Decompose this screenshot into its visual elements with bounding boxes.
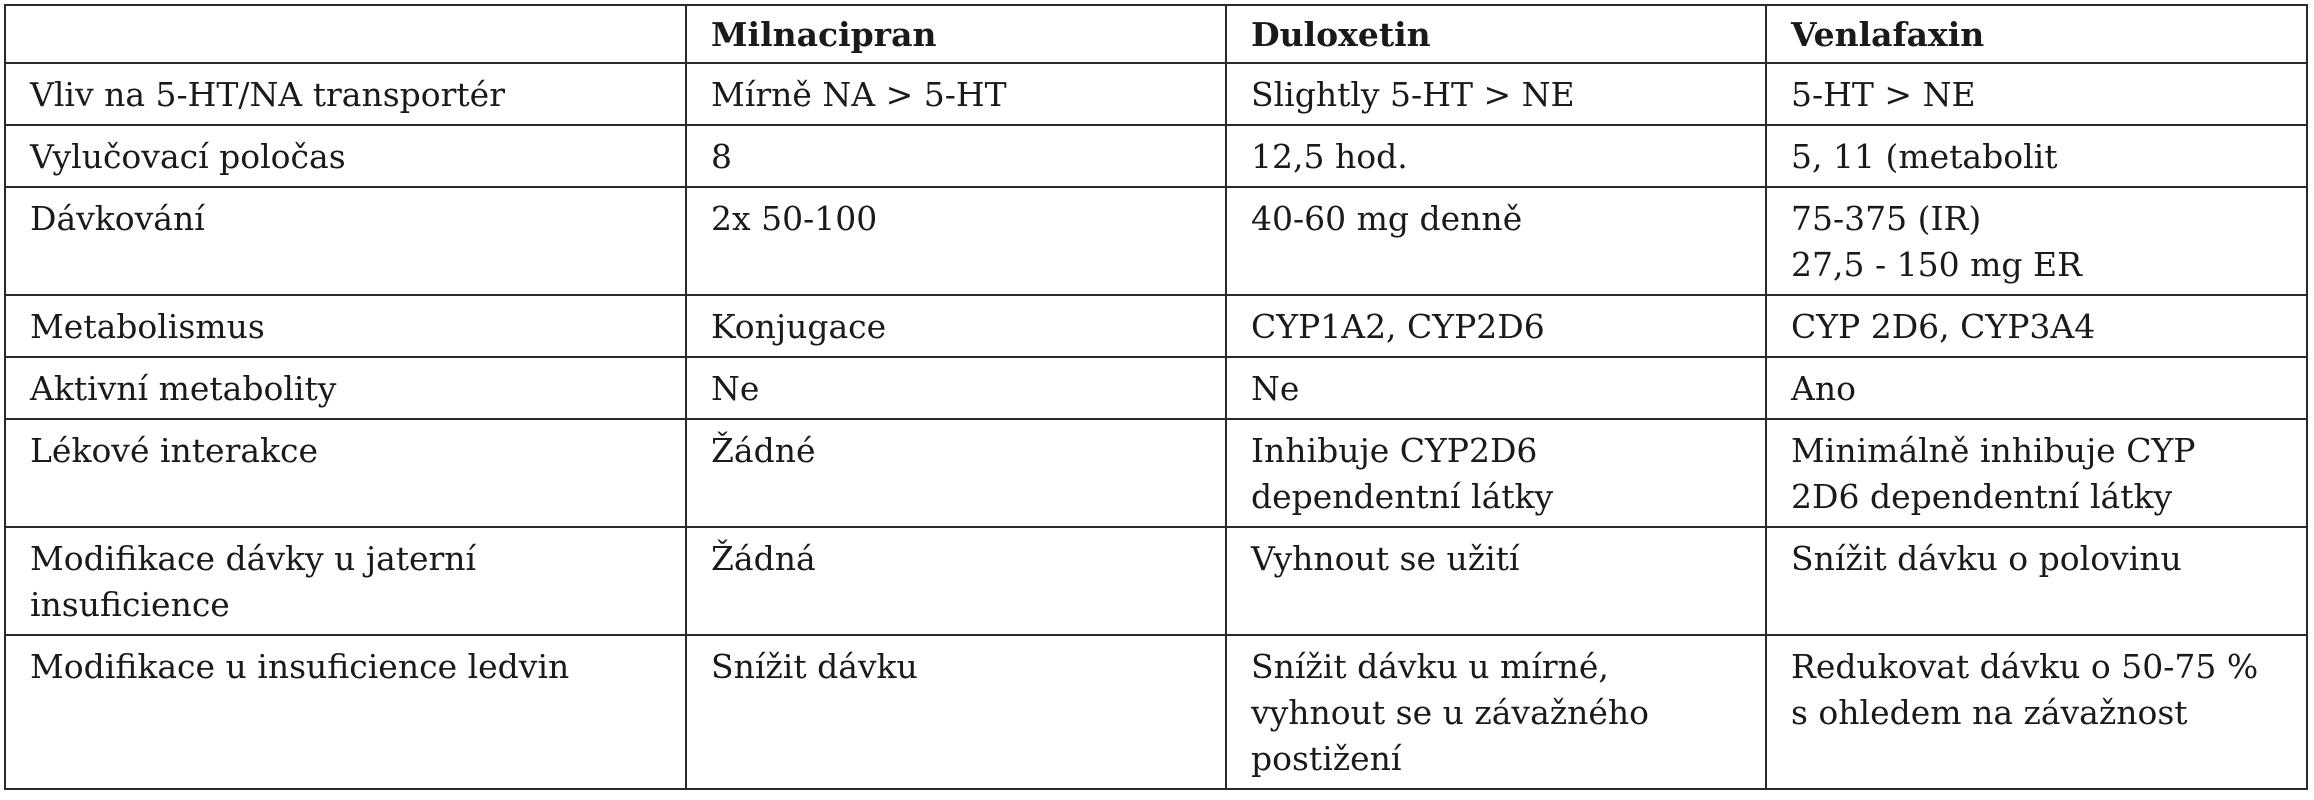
- table-cell: 5, 11 (metabolit: [1766, 125, 2307, 187]
- header-cell-empty: [5, 5, 686, 63]
- table-header-row: [5, 5, 2307, 63]
- table-row: [5, 187, 2307, 295]
- row-label-cell: Modifikace dávky u jaterní insuficience: [5, 527, 686, 635]
- row-label-cell: Vliv na 5-HT/NA transportér: [5, 63, 686, 125]
- table-cell: Ano: [1766, 357, 2307, 419]
- table-row: [5, 295, 2307, 357]
- table-cell: Žádné: [686, 419, 1226, 527]
- table-cell: Redukovat dávku o 50-75 % s ohledem na závažnost: [1766, 635, 2307, 789]
- table-row: [5, 527, 2307, 635]
- table-cell: Ne: [1226, 357, 1766, 419]
- table-row: [5, 125, 2307, 187]
- table-cell: 75-375 (IR) 27,5 - 150 mg ER: [1766, 187, 2307, 295]
- table-row: [5, 357, 2307, 419]
- table-cell: Inhibuje CYP2D6 dependentní látky: [1226, 419, 1766, 527]
- row-label-cell: Aktivní metabolity: [5, 357, 686, 419]
- row-label-cell: Lékové interakce: [5, 419, 686, 527]
- header-cell-venlafaxin: Venlafaxin: [1766, 5, 2307, 63]
- table-cell: Slightly 5-HT > NE: [1226, 63, 1766, 125]
- table-cell: Minimálně inhibuje CYP 2D6 dependentní látky: [1766, 419, 2307, 527]
- table-cell: Snížit dávku u mírné, vyhnout se u závažného postižení: [1226, 635, 1766, 789]
- table-cell: Snížit dávku: [686, 635, 1226, 789]
- header-cell-duloxetin: Duloxetin: [1226, 5, 1766, 63]
- row-label-cell: Vylučovací poločas: [5, 125, 686, 187]
- table-cell: Snížit dávku o polovinu: [1766, 527, 2307, 635]
- table-row: [5, 419, 2307, 527]
- table-cell: 40-60 mg denně: [1226, 187, 1766, 295]
- row-label-cell: Metabolismus: [5, 295, 686, 357]
- table-cell: 12,5 hod.: [1226, 125, 1766, 187]
- header-cell-milnacipran: Milnacipran: [686, 5, 1226, 63]
- table-cell: CYP 2D6, CYP3A4: [1766, 295, 2307, 357]
- drug-comparison-table: [4, 4, 2308, 790]
- table-cell: CYP1A2, CYP2D6: [1226, 295, 1766, 357]
- table-row: [5, 63, 2307, 125]
- table-cell: Mírně NA > 5-HT: [686, 63, 1226, 125]
- table-cell: Ne: [686, 357, 1226, 419]
- row-label-cell: Dávkování: [5, 187, 686, 295]
- table-cell: Žádná: [686, 527, 1226, 635]
- table-cell: Konjugace: [686, 295, 1226, 357]
- row-label-cell: Modifikace u insuficience ledvin: [5, 635, 686, 789]
- table-row: [5, 635, 2307, 789]
- table-cell: 8: [686, 125, 1226, 187]
- table-cell: 5-HT > NE: [1766, 63, 2307, 125]
- table-cell: 2x 50-100: [686, 187, 1226, 295]
- table-cell: Vyhnout se užití: [1226, 527, 1766, 635]
